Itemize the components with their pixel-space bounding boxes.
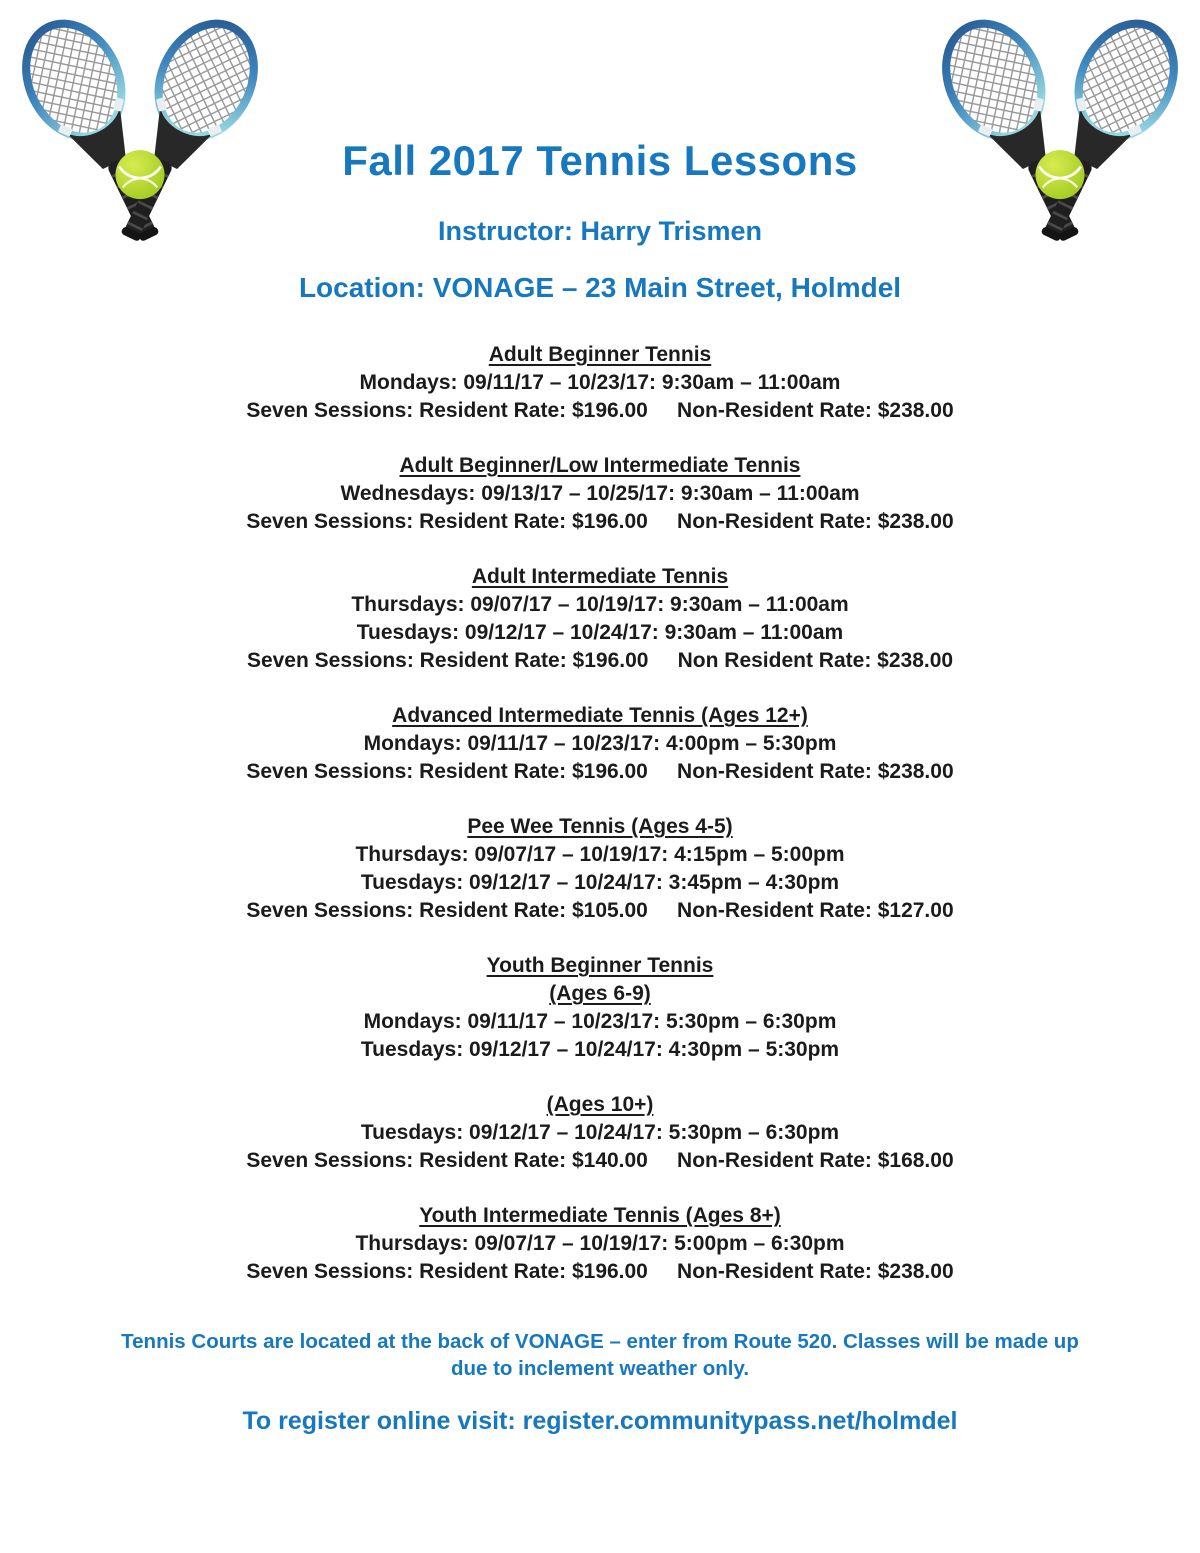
class-title: Youth Intermediate Tennis (Ages 8+) bbox=[419, 1204, 781, 1227]
tennis-rackets-icon bbox=[942, 14, 1178, 250]
schedule-line: Tuesdays: 09/12/17 – 10/24/17: 5:30pm – 6:30pm bbox=[360, 1121, 840, 1144]
class-title: (Ages 10+) bbox=[546, 1093, 654, 1116]
schedule-line: Wednesdays: 09/13/17 – 10/25/17: 9:30am – 11:00am bbox=[340, 482, 860, 505]
location-line: Location: VONAGE – 23 Main Street, Holmdel bbox=[298, 272, 902, 303]
page-title: Fall 2017 Tennis Lessons bbox=[342, 137, 858, 184]
class-title: Pee Wee Tennis (Ages 4-5) bbox=[467, 815, 733, 838]
schedule-line: Tuesdays: 09/12/17 – 10/24/17: 9:30am – 11:00am bbox=[356, 621, 844, 644]
class-listings bbox=[0, 341, 1200, 1286]
instructor-line: Instructor: Harry Trismen bbox=[437, 216, 763, 246]
tennis-rackets-icon bbox=[22, 14, 258, 250]
class-section bbox=[0, 1202, 1200, 1286]
footer bbox=[0, 1328, 1200, 1436]
rates-line: Seven Sessions: Resident Rate: $196.00 Non-Resident Rate: $238.00 bbox=[246, 510, 954, 533]
class-title: Adult Beginner Tennis bbox=[488, 343, 712, 366]
rates-line: Seven Sessions: Resident Rate: $140.00 Non-Resident Rate: $168.00 bbox=[246, 1149, 954, 1172]
class-section bbox=[0, 341, 1200, 425]
schedule-line: Mondays: 09/11/17 – 10/23/17: 5:30pm – 6:30pm bbox=[363, 1010, 837, 1033]
schedule-line: Thursdays: 09/07/17 – 10/19/17: 5:00pm – 6:30pm bbox=[355, 1232, 845, 1255]
class-section bbox=[0, 952, 1200, 1064]
class-title: Youth Beginner Tennis bbox=[486, 954, 714, 977]
class-subtitle: (Ages 6-9) bbox=[549, 982, 651, 1005]
schedule-line: Mondays: 09/11/17 – 10/23/17: 4:00pm – 5:30pm bbox=[363, 732, 837, 755]
class-title: Adult Beginner/Low Intermediate Tennis bbox=[399, 454, 801, 477]
rates-line: Seven Sessions: Resident Rate: $105.00 Non-Resident Rate: $127.00 bbox=[246, 899, 954, 922]
rates-line: Seven Sessions: Resident Rate: $196.00 Non-Resident Rate: $238.00 bbox=[246, 399, 954, 422]
schedule-line: Tuesdays: 09/12/17 – 10/24/17: 4:30pm – 5:30pm bbox=[360, 1038, 840, 1061]
class-section bbox=[0, 702, 1200, 786]
schedule-line: Thursdays: 09/07/17 – 10/19/17: 9:30am – 11:00am bbox=[351, 593, 849, 616]
schedule-line: Mondays: 09/11/17 – 10/23/17: 9:30am – 11:00am bbox=[359, 371, 841, 394]
class-title: Adult Intermediate Tennis bbox=[471, 565, 729, 588]
rates-line: Seven Sessions: Resident Rate: $196.00 Non Resident Rate: $238.00 bbox=[246, 649, 954, 672]
class-section bbox=[0, 452, 1200, 536]
class-section bbox=[0, 1091, 1200, 1175]
rates-line: Seven Sessions: Resident Rate: $196.00 Non-Resident Rate: $238.00 bbox=[246, 760, 954, 783]
schedule-line: Thursdays: 09/07/17 – 10/19/17: 4:15pm – 5:00pm bbox=[355, 843, 845, 866]
class-section bbox=[0, 813, 1200, 925]
class-section bbox=[0, 563, 1200, 675]
rates-line: Seven Sessions: Resident Rate: $196.00 Non-Resident Rate: $238.00 bbox=[246, 1260, 954, 1283]
courts-location-note: Tennis Courts are located at the back of VONAGE – enter from Route 520. Classes will be made up due to inclement weather only. bbox=[121, 1330, 1079, 1380]
class-title: Advanced Intermediate Tennis (Ages 12+) bbox=[392, 704, 808, 727]
schedule-line: Tuesdays: 09/12/17 – 10/24/17: 3:45pm – 4:30pm bbox=[360, 871, 840, 894]
register-online-text: To register online visit: register.communitypass.net/holmdel bbox=[242, 1407, 958, 1435]
